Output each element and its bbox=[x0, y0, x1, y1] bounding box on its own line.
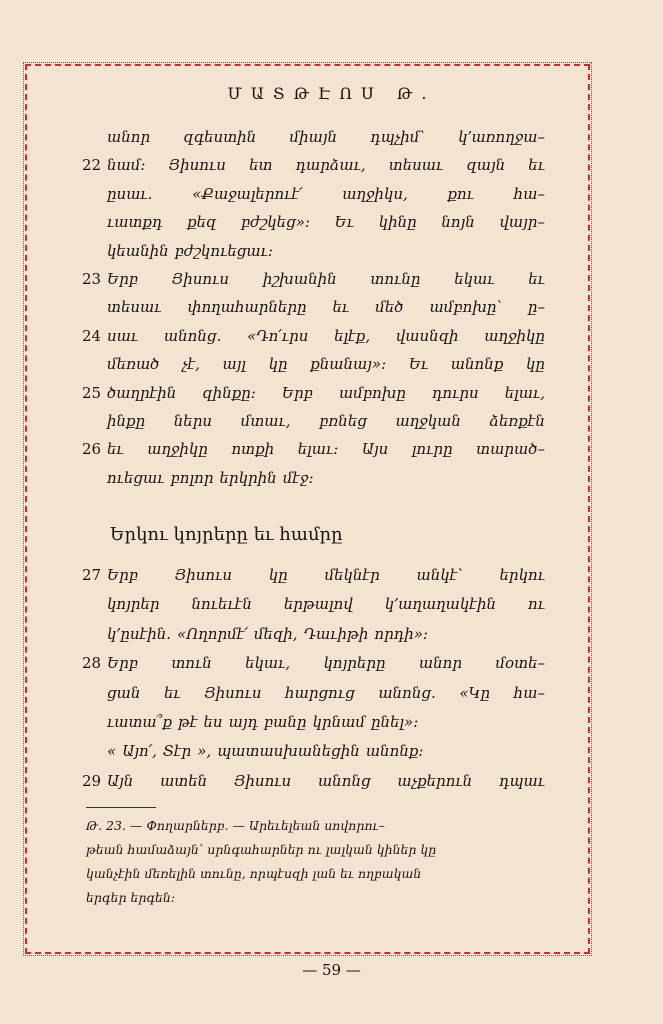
word: Երբ bbox=[281, 383, 313, 402]
word: քեզ bbox=[187, 213, 217, 232]
word: չէ, bbox=[182, 355, 200, 374]
text-line bbox=[107, 355, 545, 373]
footnote-line: երգեր երգեն։ bbox=[86, 890, 176, 905]
word: ամբոխը՝ bbox=[429, 298, 502, 317]
word: աղջիկս, bbox=[342, 184, 408, 203]
word: մօտե– bbox=[495, 654, 545, 673]
verse-number: 27 bbox=[82, 566, 102, 584]
verse-number: 26 bbox=[82, 440, 102, 459]
text-line bbox=[107, 654, 545, 672]
text-line bbox=[107, 185, 545, 203]
word: բռնեց bbox=[319, 412, 367, 430]
verse-number: 28 bbox=[82, 654, 102, 673]
word: Երբ bbox=[107, 654, 139, 673]
word: ըսաւ. bbox=[107, 184, 153, 203]
word: ցան bbox=[107, 683, 141, 702]
word: աչքերուն bbox=[397, 771, 473, 790]
word: զինքը։ bbox=[202, 383, 256, 402]
text-line bbox=[107, 298, 545, 316]
word: ինքը bbox=[107, 412, 146, 430]
word: նուեւէն bbox=[191, 595, 252, 614]
word: տարած– bbox=[476, 440, 545, 459]
word: այդ bbox=[228, 713, 258, 731]
word: անոնք։ bbox=[365, 742, 424, 761]
word: Եւ bbox=[334, 213, 354, 232]
word: եկաւ bbox=[454, 270, 495, 288]
word: աղջիկը bbox=[147, 440, 208, 459]
text-line bbox=[107, 128, 545, 146]
word: հա– bbox=[513, 184, 545, 203]
word: այլ bbox=[222, 355, 246, 374]
word: կը bbox=[268, 355, 288, 374]
word: թէ bbox=[178, 713, 198, 731]
verse-number: 25 bbox=[82, 383, 102, 402]
word: բոլոր bbox=[170, 468, 214, 487]
word: բանը bbox=[263, 713, 307, 731]
page-number: — 59 — bbox=[302, 961, 361, 979]
word: եւ bbox=[332, 298, 350, 317]
word: կ՚աղաղակէին bbox=[384, 595, 496, 614]
word: Այս bbox=[361, 440, 389, 459]
word: Յիսուս bbox=[204, 683, 262, 702]
word: տուն bbox=[171, 654, 212, 673]
word: Դաւիթի bbox=[303, 624, 369, 643]
word: կոյրերը bbox=[323, 654, 386, 673]
word: Եւ bbox=[408, 355, 429, 374]
text-line bbox=[107, 684, 545, 702]
word: եւ bbox=[528, 270, 545, 288]
word: ւատա՞ք bbox=[107, 713, 172, 731]
word: ը– bbox=[527, 298, 545, 317]
word: մէջ։ bbox=[282, 468, 314, 487]
word: կոյրեր bbox=[107, 595, 160, 614]
word: աղջիկը bbox=[484, 326, 545, 345]
word: մեկնէր bbox=[324, 566, 380, 584]
word: միայն bbox=[289, 128, 337, 146]
word: եկաւ, bbox=[245, 654, 291, 673]
word: մտաւ, bbox=[240, 412, 291, 430]
word: ելաւ։ bbox=[297, 440, 339, 459]
word: ելէք, bbox=[334, 326, 371, 345]
word: Տէր bbox=[162, 742, 192, 761]
word: հարցուց bbox=[285, 683, 355, 702]
text-line bbox=[107, 469, 545, 487]
word: Յիսուս bbox=[171, 270, 230, 288]
footnote-rule bbox=[86, 807, 156, 808]
word: ետ bbox=[249, 156, 273, 175]
text-line bbox=[107, 566, 545, 584]
text-line bbox=[107, 742, 545, 760]
word: անոր bbox=[107, 128, 151, 146]
word: նոյն bbox=[441, 213, 475, 232]
word: մեզի, bbox=[253, 624, 298, 643]
word: վասնզի bbox=[395, 326, 459, 345]
word: կ՚առողջա– bbox=[458, 128, 545, 146]
word: անկէ՝ bbox=[416, 566, 463, 584]
word: «Քաջալերուէ՛ bbox=[192, 184, 303, 203]
word: երկրին bbox=[219, 468, 277, 487]
word: կրնամ bbox=[312, 713, 365, 731]
word: դուրս bbox=[431, 383, 479, 402]
word: անոր bbox=[418, 654, 463, 673]
footnote-line: Թ. 23. — Փողարներբ. — Արեւելեան սովորու– bbox=[86, 818, 385, 833]
word: նամ։ bbox=[107, 156, 146, 175]
word: ուեցաւ bbox=[107, 468, 165, 487]
word: քու bbox=[447, 184, 474, 203]
word: պատասխանեցին bbox=[217, 742, 360, 761]
text-line bbox=[107, 625, 545, 643]
text-line bbox=[107, 713, 545, 731]
word: աղջկան bbox=[395, 412, 461, 430]
word: երթալով bbox=[283, 595, 353, 614]
word: վայր– bbox=[499, 213, 545, 232]
word: ելաւ, bbox=[504, 383, 545, 402]
word: », bbox=[197, 742, 212, 761]
word: եւ bbox=[107, 440, 124, 459]
text-line bbox=[107, 772, 545, 790]
word: սաւ bbox=[107, 326, 139, 345]
text-line bbox=[107, 595, 545, 613]
word: Յիսուս bbox=[174, 566, 233, 584]
footnote-line: կանչէին մեռելին տունը, որպէսզի լան եւ ողբական bbox=[86, 866, 422, 881]
word: ւատքդ bbox=[107, 213, 163, 232]
word: ամբոխը bbox=[338, 383, 406, 402]
word: կ՚ըսէին. bbox=[107, 624, 172, 643]
word: երկու bbox=[499, 566, 545, 584]
word: « bbox=[107, 742, 117, 761]
word: դպչիմ՝ bbox=[370, 128, 425, 146]
word: Երբ bbox=[107, 270, 139, 288]
verse-number: 22 bbox=[82, 156, 102, 175]
word: Յիսուս bbox=[168, 156, 226, 175]
word: անոնց bbox=[317, 771, 371, 790]
word: անոնց. bbox=[163, 326, 222, 345]
word: ես bbox=[203, 713, 223, 731]
word: եւ bbox=[163, 683, 181, 702]
word: մեծ bbox=[375, 298, 404, 317]
text-line bbox=[107, 384, 545, 402]
word: տեսաւ bbox=[388, 156, 444, 175]
word: փողահարները bbox=[187, 298, 307, 317]
word: «Դո՛ւրս bbox=[247, 326, 309, 345]
word: դպաւ bbox=[498, 771, 545, 790]
word: տունը bbox=[370, 270, 421, 288]
word: ատեն bbox=[160, 771, 208, 790]
word: որդի»։ bbox=[374, 624, 429, 643]
text-line bbox=[107, 412, 545, 430]
word: հա– bbox=[513, 683, 545, 702]
verse-number: 24 bbox=[82, 326, 102, 345]
word: կը bbox=[525, 355, 545, 374]
word: Այո՛, bbox=[122, 742, 157, 761]
word: բժշկեց»։ bbox=[241, 213, 310, 232]
word: կինը bbox=[378, 213, 417, 232]
footnote-line: թեան համաձայն՝ սրնգահարներ ու լալկան կիներ կը bbox=[86, 842, 437, 857]
word: անոնց. bbox=[378, 683, 436, 702]
word: ոտքի bbox=[231, 440, 275, 459]
verse-number: 29 bbox=[82, 771, 102, 790]
word: ձեռքէն bbox=[489, 412, 545, 430]
text-line bbox=[107, 156, 545, 174]
word: եւ bbox=[528, 156, 545, 175]
word: տեսաւ bbox=[107, 298, 162, 317]
word: բժշկուեցաւ։ bbox=[174, 241, 273, 260]
word: դարձաւ, bbox=[295, 156, 366, 175]
word: Յիսուս bbox=[233, 771, 292, 790]
word: «Ողորմէ՛ bbox=[177, 624, 248, 643]
section-title: Երկու կոյրերը եւ համրը bbox=[110, 524, 343, 545]
word: «Կը bbox=[459, 683, 491, 702]
running-title: ՄԱՏԹԷՈՍ Թ. bbox=[227, 84, 436, 103]
word: իշխանին bbox=[262, 270, 337, 288]
word: ծաղրէին bbox=[107, 383, 177, 402]
word: մեռած bbox=[107, 355, 160, 374]
word: կեանին bbox=[107, 241, 169, 260]
word: զայն bbox=[466, 156, 506, 175]
text-line bbox=[107, 213, 545, 231]
text-line bbox=[107, 327, 545, 345]
text-line bbox=[107, 270, 545, 288]
word: անոնք bbox=[450, 355, 504, 374]
word: կը bbox=[268, 566, 288, 584]
word: զգեստին bbox=[183, 128, 257, 146]
word: Երբ bbox=[107, 566, 139, 584]
word: ու bbox=[527, 595, 545, 614]
verse-number: 23 bbox=[82, 270, 102, 288]
word: քնանայ»։ bbox=[310, 355, 387, 374]
text-line bbox=[107, 242, 545, 260]
text-line bbox=[107, 440, 545, 458]
word: լուրը bbox=[411, 440, 453, 459]
word: Այն bbox=[107, 771, 134, 790]
word: ընել»։ bbox=[371, 713, 419, 731]
word: ներս bbox=[173, 412, 213, 430]
